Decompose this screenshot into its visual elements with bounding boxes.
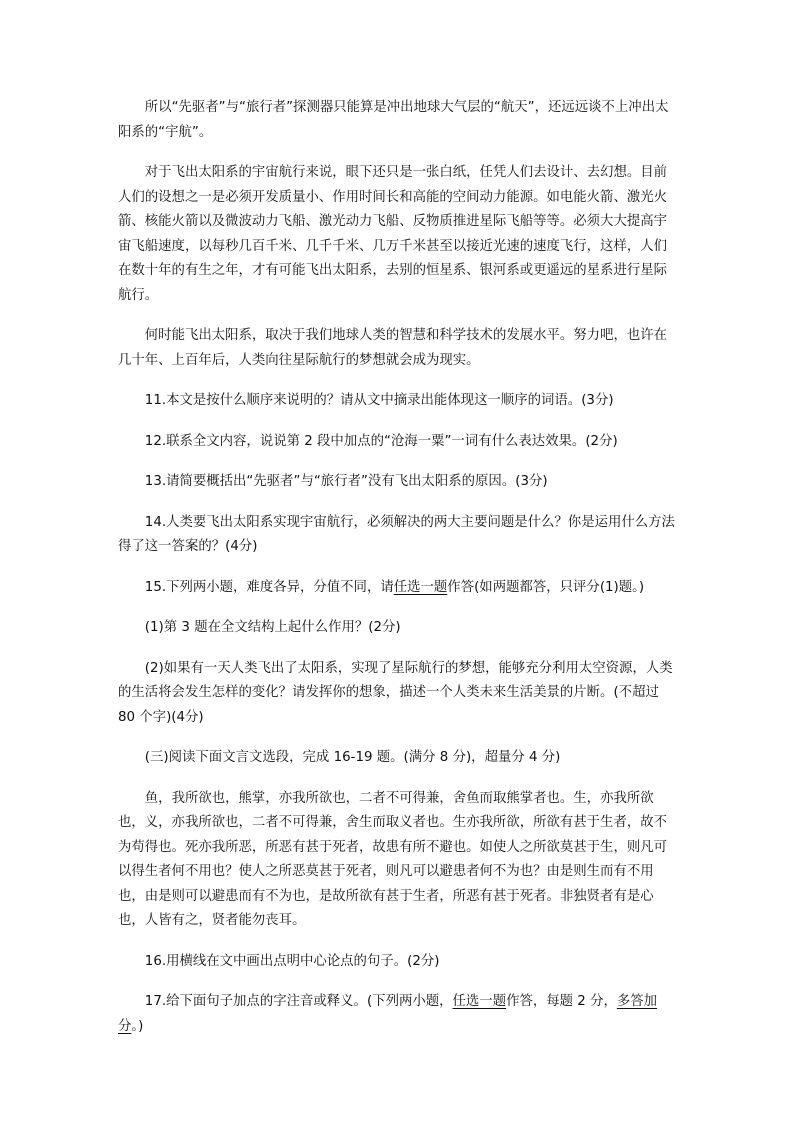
document-body <box>118 96 676 1055</box>
question-15-sub-1: (1)第 3 题在全文结构上起什么作用？(2分) <box>144 620 401 635</box>
question-11: 11.本文是按什么顺序来说明的？请从文中摘录出能体现这一顺序的词语。(3分) <box>144 393 614 408</box>
question-17 <box>118 990 676 1039</box>
passage-paragraph-3: 何时能飞出太阳系，取决于我们地球人类的智慧和科学技术的发展水平。努力吧，也许在几十年、上百年后，人类向往星际航行的梦想就会成为现实。 <box>118 328 668 368</box>
question-17-text-b: 作答，每题 2 分， <box>506 994 617 1009</box>
question-15-underlined: 任选一题 <box>393 579 448 595</box>
question-15 <box>118 576 676 601</box>
question-17-underlined-1: 任选一题 <box>452 994 507 1009</box>
question-15-text-b: 作答(如两题都答，只评分(1)题。) <box>447 579 645 595</box>
passage-paragraph-1: 所以“先驱者”与“旅行者”探测器只能算是冲出地球大气层的“航天”，还远远谈不上冲出太阳系的“宇航”。 <box>118 100 669 140</box>
question-13: 13.请简要概括出“先驱者”与“旅行者”没有飞出太阳系的原因。(3分) <box>144 474 548 489</box>
question-17-underlined-2: 多答加分 <box>118 994 658 1034</box>
question-14: 14.人类要飞出太阳系实现宇宙航行，必须解决的两大主要问题是什么？你是运用什么方法得了这一答案的？(4分) <box>118 514 675 554</box>
passage-paragraph-2: 对于飞出太阳系的宇宙航行来说，眼下还只是一张白纸，任凭人们去设计、去幻想。目前人们的设想之一是必须开发质量小、作用时间长和高能的空间动力能源。如电能火箭、激光火箭、核能火箭以及微波动力飞船、激光动力飞船、反物质推进星际飞船等等。必须大大提高宇宙飞船速度，以每秒几百千米、几千千米、几万千米甚至以接近光速的速度飞行，这样，人们在数十年的有生之年，才有可能飞出太阳系，去别的恒星系、银河系或更遥远的星系进行星际航行。 <box>118 165 668 303</box>
question-17-text-a: 17.给下面句子加点的字注音或释义。(下列两小题， <box>144 994 453 1009</box>
section-3-heading: (三)阅读下面文言文选段，完成 16-19 题。(满分 8 分)，超量分 4 分) <box>144 750 561 765</box>
question-17-text-c: 。) <box>131 1018 144 1034</box>
classical-passage: 鱼，我所欲也，熊掌，亦我所欲也，二者不可得兼，舍鱼而取熊掌者也。生，亦我所欲也，义，亦我所欲也，二者不可得兼，舍生而取义者也。生亦我所欲，所欲有甚于生者，故不为苟得也。死亦我所恶，所恶有甚于死者，故患有所不避也。如使人之所欲莫甚于生，则凡可以得生者何不用也？使人之所恶莫甚于死者，则凡可以避患者何不为也？由是则生而有不用也，由是则可以避患而有不为也，是故所欲有甚于生者，所恶有甚于死者。非独贤者有是心也，人皆有之，贤者能勿丧耳。 <box>118 790 668 928</box>
question-12: 12.联系全文内容，说说第 2 段中加点的“沧海一粟”一词有什么表达效果。(2分) <box>144 433 618 449</box>
question-15-sub-2: (2)如果有一天人类飞出了太阳系，实现了星际航行的梦想，能够充分利用太空资源，人类的生活将会发生怎样的变化？请发挥你的想象，描述一个人类未来生活美景的片断。(不超过 80 个字)(4分) <box>118 660 673 725</box>
question-16: 16.用横线在文中画出点明中心论点的句子。(2分) <box>144 953 440 969</box>
question-15-text-a: 15.下列两小题，难度各异，分值不同，请 <box>144 579 394 595</box>
